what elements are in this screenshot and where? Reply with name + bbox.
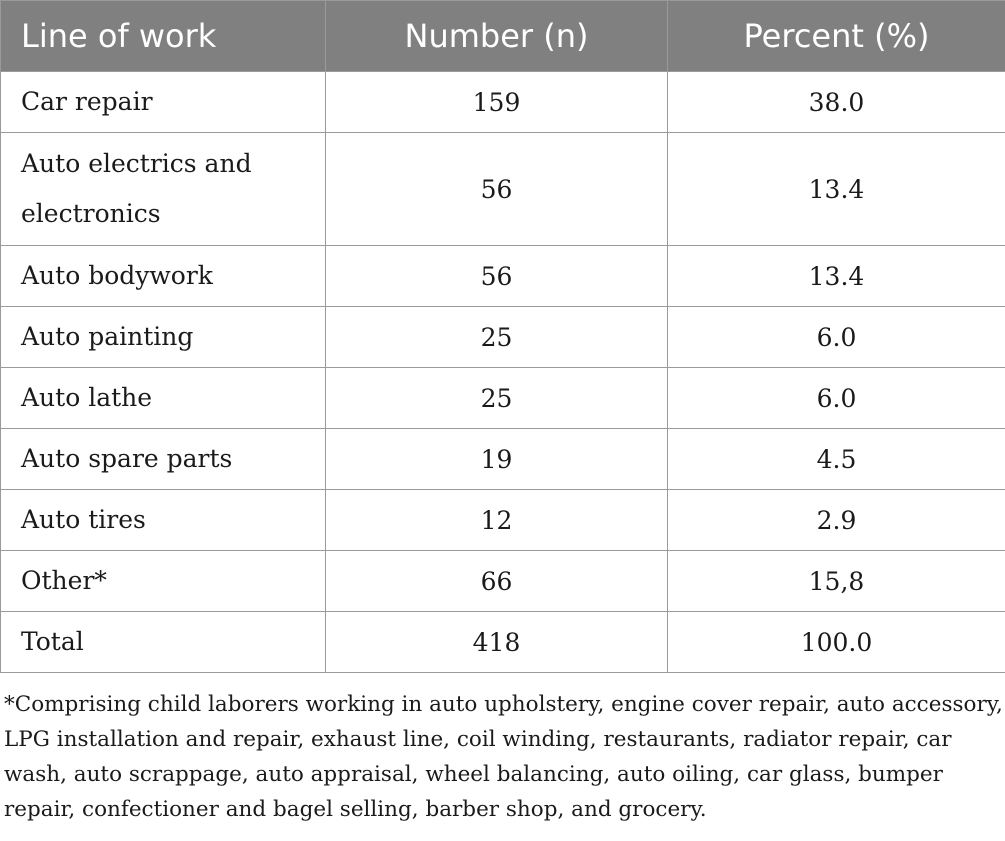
cell-number: 418 <box>326 612 668 673</box>
cell-line-of-work: Car repair <box>1 72 326 133</box>
table-row <box>1 490 1005 551</box>
table-header <box>1 1 1005 72</box>
table-row <box>1 72 1005 133</box>
cell-line-of-work: Total <box>1 612 326 673</box>
cell-percent: 13.4 <box>668 246 1005 307</box>
header-row <box>1 1 1005 72</box>
cell-percent: 15,8 <box>668 551 1005 612</box>
header-percent: Percent (%) <box>668 1 1005 72</box>
table-row <box>1 307 1005 368</box>
cell-line-of-work: Auto painting <box>1 307 326 368</box>
cell-percent: 100.0 <box>668 612 1005 673</box>
table-row-total <box>1 612 1005 673</box>
cell-percent: 2.9 <box>668 490 1005 551</box>
table-row <box>1 551 1005 612</box>
header-number: Number (n) <box>326 1 668 72</box>
cell-percent: 13.4 <box>668 133 1005 246</box>
cell-line-of-work: Auto electrics and electronics <box>1 133 326 246</box>
cell-percent: 6.0 <box>668 307 1005 368</box>
cell-number: 19 <box>326 429 668 490</box>
table-footnote: *Comprising child laborers working in auto upholstery, engine cover repair, auto accessory, LPG installation and repair, exhaust line, coil winding, restaurants, radiator repair, car wash, auto scrappage, auto appraisal, wheel balancing, auto oiling, car glass, bumper repair, confectioner and bagel selling, barber shop, and grocery. <box>4 692 1003 822</box>
cell-number: 66 <box>326 551 668 612</box>
cell-number: 56 <box>326 133 668 246</box>
table-row <box>1 246 1005 307</box>
table-body <box>1 72 1005 673</box>
cell-number: 159 <box>326 72 668 133</box>
table-row <box>1 429 1005 490</box>
cell-line-of-work: Auto tires <box>1 490 326 551</box>
cell-number: 12 <box>326 490 668 551</box>
cell-line-of-work: Other* <box>1 551 326 612</box>
cell-percent: 4.5 <box>668 429 1005 490</box>
header-line-of-work: Line of work <box>1 1 326 72</box>
table-row <box>1 133 1005 246</box>
cell-percent: 38.0 <box>668 72 1005 133</box>
cell-line-of-work: Auto bodywork <box>1 246 326 307</box>
cell-line-of-work: Auto spare parts <box>1 429 326 490</box>
table-row <box>1 368 1005 429</box>
cell-percent: 6.0 <box>668 368 1005 429</box>
cell-number: 56 <box>326 246 668 307</box>
cell-number: 25 <box>326 307 668 368</box>
cell-line-of-work: Auto lathe <box>1 368 326 429</box>
cell-number: 25 <box>326 368 668 429</box>
